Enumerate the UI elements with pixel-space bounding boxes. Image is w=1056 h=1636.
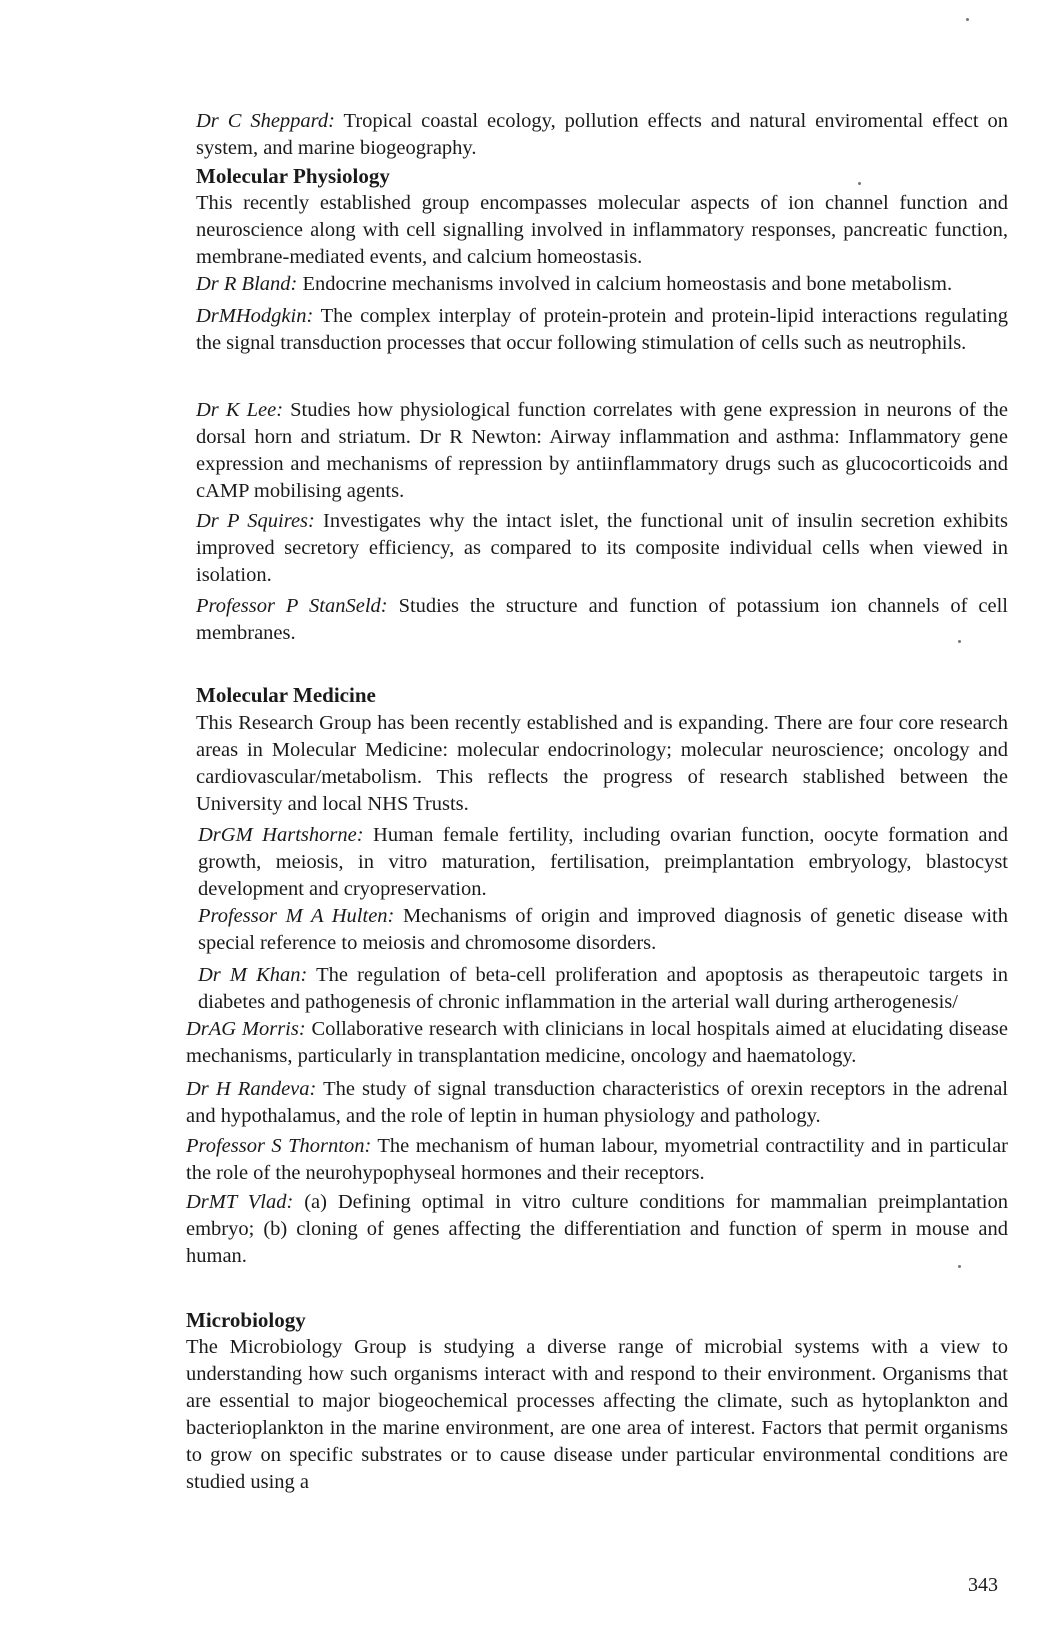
section-intro-molecular-medicine: This Research Group has been recently established and is expanding. There are four core research areas in Molecular Medicine: molecular endocrinology; molecular neuroscience; oncology and cardiovascular/metabolism. This reflects the progress of research stablished between the University and local NHS Trusts.	[196, 712, 1008, 815]
section-intro-molecular-physiology: This recently established group encompasses molecular aspects of ion channel function and neuroscience along with cell signalling involved in inflammatory responses, pancreatic function, membrane-mediated events, and calcium homeostasis.	[196, 192, 1008, 268]
entry-morris	[186, 1016, 1008, 1070]
researcher-name: Dr R Bland:	[196, 273, 298, 295]
entry-hulten	[198, 903, 1008, 957]
entry-stanfield	[196, 593, 1008, 647]
researcher-name: Professor P StanSeld:	[196, 595, 388, 617]
researcher-name: Dr H Randeva:	[186, 1078, 317, 1100]
researcher-name: DrAG Morris:	[186, 1018, 306, 1040]
researcher-name: DrGM Hartshorne:	[198, 824, 364, 846]
entry-sheppard	[196, 108, 1008, 162]
entry-text: Collaborative research with clinicians in local hospitals aimed at elucidating disease mechanisms, particularly in transplantation medicine, oncology and haematology.	[186, 1018, 1008, 1067]
scan-speck	[858, 182, 861, 185]
scan-speck	[958, 640, 961, 643]
researcher-name: Dr P Squires:	[196, 510, 315, 532]
section-intro-microbiology: The Microbiology Group is studying a diverse range of microbial systems with a view to understanding how such organisms interact with and respond to their environment. Organisms that are essential to major biogeochemical processes affecting the climate, such as hytoplankton and bacterioplankton in the marine environment, are one area of interest. Factors that permit organisms to grow on specific substrates or to cause disease under particular environmental conditions are studied using a	[186, 1336, 1008, 1493]
entry-bland	[196, 271, 1008, 298]
section-heading-molecular-medicine: Molecular Medicine	[196, 683, 376, 707]
section-heading-microbiology: Microbiology	[186, 1308, 306, 1332]
entry-text: Studies how physiological function correlates with gene expression in neurons of the dorsal horn and striatum. Dr R Newton: Airway inflammation and asthma: Inflammatory gene expression and mechanisms of repression by antiinflammatory drugs such as glucocorticoids and cAMP mobilising agents.	[196, 399, 1008, 502]
entry-text: The regulation of beta-cell proliferation and apoptosis as therapeutoic targets in diabetes and pathogenesis of chronic inflammation in the arterial wall during artherogenesis/	[198, 964, 1009, 1013]
entry-lee	[196, 397, 1008, 505]
entry-text: Investigates why the intact islet, the functional unit of insulin secretion exhibits improved secretory efficiency, as compared to its composite individual cells when viewed in isolation.	[196, 510, 1009, 586]
scan-speck	[966, 18, 969, 21]
entry-text: The complex interplay of protein-protein and protein-lipid interactions regulating the signal transduction processes that occur following stimulation of cells such as neutrophils.	[196, 305, 1008, 354]
researcher-name: Dr M Khan:	[198, 964, 308, 986]
entry-text: Endocrine mechanisms involved in calcium homeostasis and bone metabolism.	[297, 273, 953, 295]
researcher-name: DrMT Vlad:	[186, 1191, 294, 1213]
researcher-name: Dr K Lee:	[196, 399, 284, 421]
entry-hartshorne	[198, 822, 1008, 903]
entry-text: Mechanisms of origin and improved diagnosis of genetic disease with special reference to meiosis and chromosome disorders.	[198, 905, 1009, 954]
researcher-name: Professor S Thornton:	[186, 1135, 372, 1157]
entry-text: The study of signal transduction characteristics of orexin receptors in the adrenal and hypothalamus, and the role of leptin in human physiology and pathology.	[186, 1078, 1008, 1127]
entry-text: Tropical coastal ecology, pollution effects and natural enviromental effect on system, and marine biogeography.	[196, 110, 1008, 159]
entry-randeva	[186, 1076, 1008, 1130]
researcher-name: Professor M A Hulten:	[198, 905, 395, 927]
entry-hodgkin	[196, 303, 1008, 357]
researcher-name: DrMHodgkin:	[196, 305, 314, 327]
entry-text: The mechanism of human labour, myometrial contractility and in particular the role of the neurohypophyseal hormones and their receptors.	[186, 1135, 1008, 1184]
entry-thornton	[186, 1133, 1008, 1187]
entry-text: Studies the structure and function of potassium ion channels of cell membranes.	[196, 595, 1008, 644]
section-heading-molecular-physiology: Molecular Physiology	[196, 164, 390, 188]
entry-khan	[198, 962, 1008, 1016]
scan-speck	[958, 1265, 961, 1268]
entry-text: Human female fertility, including ovarian function, oocyte formation and growth, meiosis, in vitro maturation, fertilisation, preimplantation embryology, blastocyst development and cryopreservation.	[198, 824, 1008, 900]
entry-vlad	[186, 1189, 1008, 1270]
entry-squires	[196, 508, 1008, 589]
researcher-name: Dr C Sheppard:	[196, 110, 335, 132]
entry-text: (a) Defining optimal in vitro culture conditions for mammalian preimplantation embryo; (b) cloning of genes affecting the differentiation and function of sperm in mouse and human.	[186, 1191, 1008, 1267]
page-number: 343	[968, 1574, 998, 1596]
